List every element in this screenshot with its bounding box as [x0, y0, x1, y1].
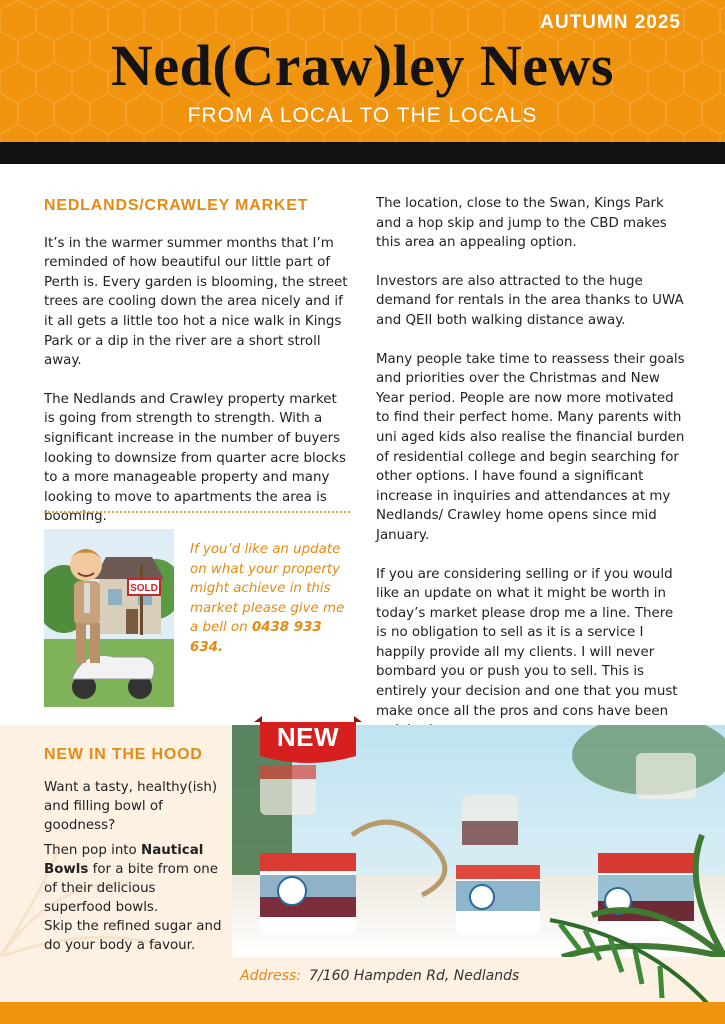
right-paragraph-4: If you are considering selling or if you would like an update on what it might be worth in today’s market please drop me a line. There is no obligation to sell as it is a service I happily provide all my clients. I will never bombard you or push you to sell. This is entirely your decision and one that you must make once all the pros and cons have been	[376, 566, 678, 719]
promo-text: If you’d like an update on what your property might achieve in this market please give me a bell on	[190, 542, 345, 636]
hood-paragraph-2	[44, 841, 224, 917]
newsletter-title: Ned(Craw)ley News	[111, 33, 614, 98]
market-paragraph-1: It’s in the warmer summer months that I’m reminded of how beautiful our little part of Perth is. Every garden is blooming, the street trees are cooling down the area nicely and if it all gets a little too hot a nice walk in Kings Park or a dip in the river are a short stroll away.	[44, 235, 348, 369]
market-article	[44, 196, 349, 546]
dotted-divider	[44, 511, 350, 513]
masthead-banner	[0, 0, 725, 142]
promo-callout	[190, 540, 345, 658]
edition-label: AUTUMN 2025	[540, 12, 681, 33]
market-article-continued	[376, 194, 686, 760]
market-heading: NEDLANDS/CRAWLEY MARKET	[44, 197, 309, 214]
hood-intro: Want a tasty, healthy(ish) and filling bowl of goodness?	[44, 780, 218, 833]
address-label: Address:	[240, 968, 302, 984]
right-paragraph-3: Many people take time to reassess their goals and priorities over the Christmas and New Year period. People are now more motivated to find their perfect home. Many parents with uni aged kids also realise the financial burden of residential college and begin searching for other options. I have found a significant increase in inquiries and attendances at my Nedlands/ Crawley home opens since mid January.	[376, 351, 685, 543]
business-name: Nautical Bowls	[44, 843, 204, 877]
newsletter-tagline: FROM A LOCAL TO THE LOCALS	[187, 104, 538, 127]
header-divider-bar	[0, 142, 725, 164]
agent-caricature	[44, 529, 174, 707]
right-paragraph-2: Investors are also attracted to the huge demand for rentals in the area thanks to UWA and QEII both walking distance away.	[376, 273, 684, 328]
hood-p2-tail: for a bite from one of their delicious superfood bowls.	[44, 862, 219, 915]
right-paragraph-1: The location, close to the Swan, Kings Park and a hop skip and jump to the CBD makes this area an appealing option.	[376, 196, 667, 251]
new-badge-text: NEW	[276, 722, 340, 752]
sold-sign-text: SOLD	[130, 583, 158, 594]
business-address	[240, 968, 519, 984]
footer-bar	[0, 1002, 725, 1024]
market-paragraph-2: The Nedlands and Crawley property market is going from strength to strength. With a significant increase in the number of buyers looking to downsize from quarter acre blocks to a more manageable property and many looking to move to apartments the area is booming.	[44, 391, 347, 525]
address-value: 7/160 Hampden Rd, Nedlands	[309, 968, 520, 984]
hood-heading: NEW IN THE HOOD	[44, 746, 203, 763]
promo-phone-link[interactable]: 0438 933 634.	[190, 620, 322, 655]
hood-p2-lead: Then pop into	[44, 843, 142, 858]
hood-paragraph-3: Skip the refined sugar and do your body a favour.	[44, 919, 222, 953]
new-in-hood-section	[44, 745, 224, 961]
